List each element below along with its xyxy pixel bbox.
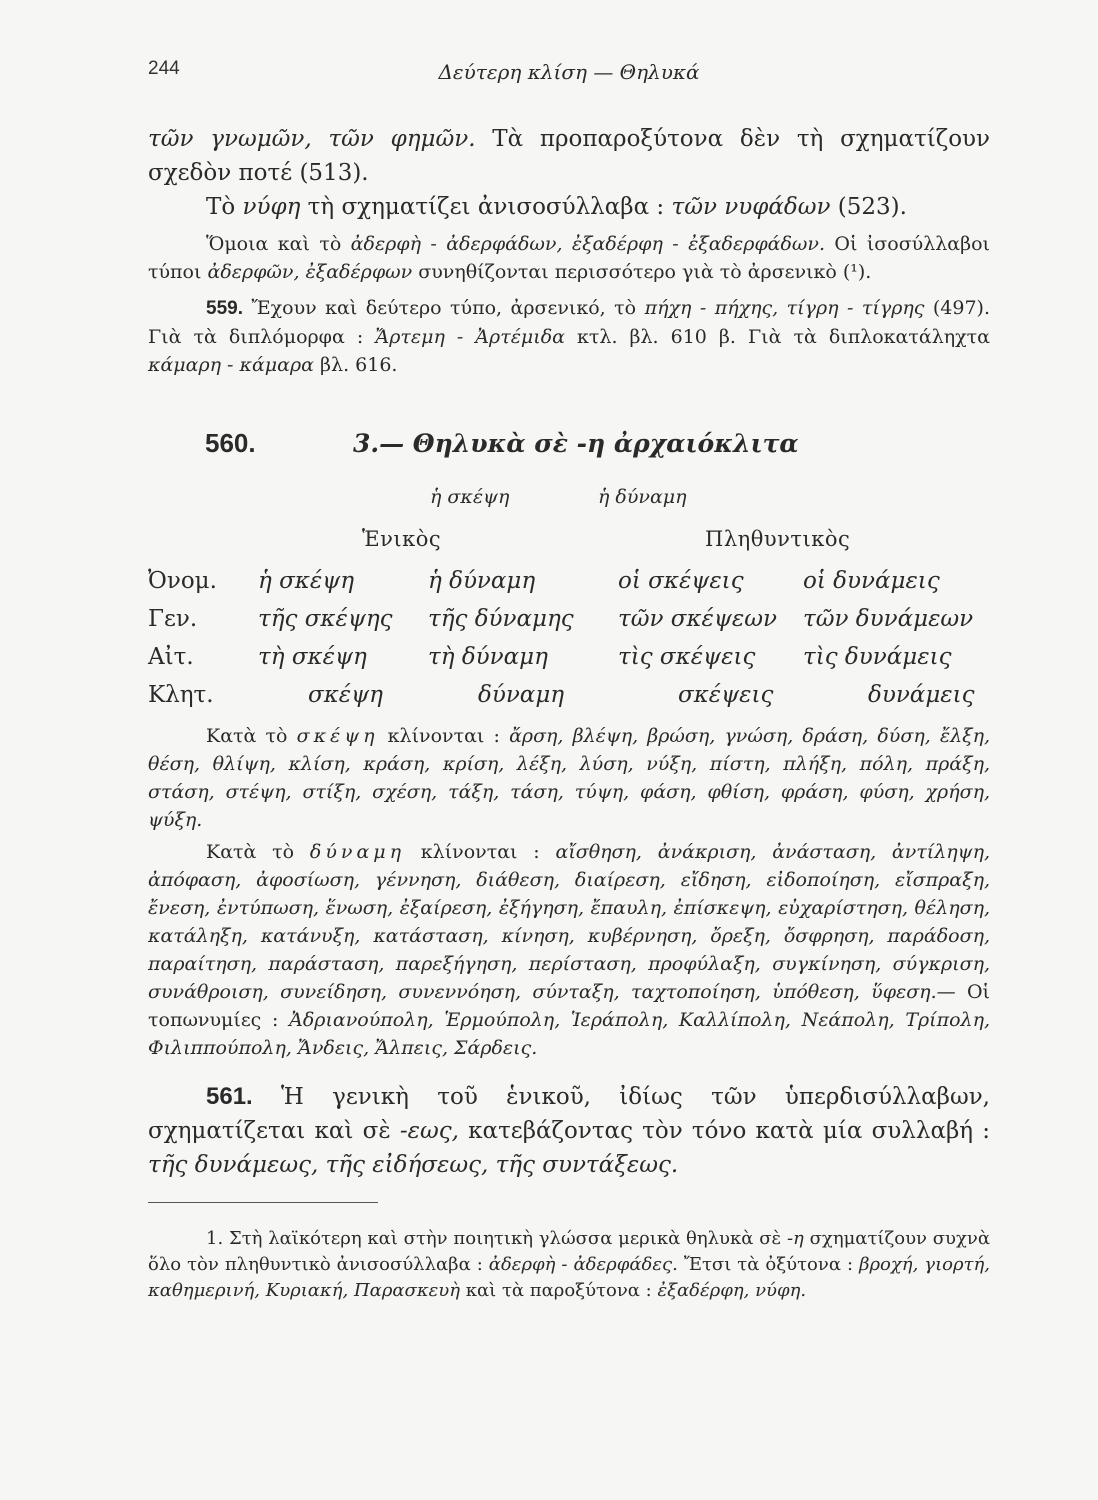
italic-phrase: βροχή, γιορτή, καθημερινή, Κυριακή, Παρασκευὴ <box>148 1254 991 1301</box>
italic-phrase: ἀδερφὴ - ἀδερφάδων, ἐξαδέρφη - ἐξαδερφάδων. <box>350 233 826 255</box>
singular-header: Ἑνικὸς <box>362 527 442 551</box>
table-cell: τῆς δύναμης <box>428 606 574 632</box>
table-cell: τῆς σκέψης <box>258 606 393 632</box>
paragraph-text: κτλ. βλ. 610 β. Γιὰ τὰ διπλοκατάληχτα <box>564 326 990 348</box>
page-number: 244 <box>148 58 180 79</box>
paragraph-text: 1. Στὴ λαϊκότερη καὶ στὴν ποιητικὴ γλώσσα μερικὰ θηλυκὰ σὲ <box>206 1228 787 1249</box>
italic-phrase: Ἄρτεμη - Ἀρτέμιδα <box>375 326 565 348</box>
spaced-model-word: δύναμη <box>309 841 406 863</box>
paragraph-omoia <box>148 230 990 286</box>
section-title: 3.— Θηλυκὰ σὲ -η ἀρχαιόκλιτα <box>353 429 799 458</box>
paragraph-text: καὶ τὰ παροξύτονα : <box>460 1280 658 1301</box>
table-row <box>148 682 990 720</box>
paragraph-text: Κατὰ τὸ <box>206 725 297 747</box>
footnote-text <box>148 1226 990 1304</box>
italic-phrase: κάμαρη - κάμαρα <box>148 354 314 376</box>
paragraph-text: (523). <box>830 194 907 220</box>
paragraph-continuation <box>148 122 990 190</box>
paragraph-text: Οἱ ἰσοσύλλαβοι τύποι <box>148 233 991 283</box>
case-label: Αἰτ. <box>148 644 194 670</box>
table-cell: τῶν δυνάμεων <box>803 606 974 632</box>
section-561 <box>148 1080 990 1182</box>
declension-table <box>148 568 990 720</box>
example-word-2: ἡ δύναμη <box>598 486 687 508</box>
table-cell: οἱ δυνάμεις <box>803 568 940 594</box>
section-number: 559. <box>206 298 243 319</box>
paragraph-nyfi <box>148 190 990 224</box>
paragraph-text: (497). Γιὰ τὰ διπλόμορφα : <box>148 297 990 348</box>
paragraph-text: Ἔτσι τὰ ὀξύτονα : <box>677 1254 860 1275</box>
section-number: 560. <box>205 428 256 458</box>
table-cell: δύναμη <box>478 682 565 708</box>
footnote-divider <box>148 1202 378 1203</box>
case-label: Γεν. <box>148 606 198 632</box>
italic-phrase: ἀδερφὴ - ἀδερφάδες. <box>488 1254 678 1275</box>
paragraph-text: Ἔχουν καὶ δεύτερο τύπο, ἀρσενικό, τὸ <box>242 297 645 319</box>
paragraph-text: συνηθίζονται περισσότερο γιὰ τὸ ἀρσενικὸ (¹). <box>412 261 872 283</box>
section-559 <box>148 294 990 379</box>
word-list: ἄρση, βλέψη, βρώση, γνώση, δράση, δύση, ἔλξη, θέση, θλίψη, κλίση, κράση, κρίση, λέξη, λύση, νύξη, πίστη, πλήξη, πόλη, πράξη, στάση, στέψη, στίξη, σχέση, τάξη, τάση, τύψη, φάση, φθίση, φράση, φύση, χρήση, ψύξη. <box>148 725 991 831</box>
table-cell: τὴ δύναμη <box>428 644 548 670</box>
italic-phrase: πήχη - πήχης, τίγρη - τίγρης <box>644 297 925 319</box>
table-cell: σκέψεις <box>678 682 774 708</box>
italic-ending: -η <box>786 1228 804 1249</box>
toponym-list: Ἀδριανούπολη, Ἑρμούπολη, Ἱεράπολη, Καλλίπολη, Νεάπολη, Τρίπολη, Φιλιππούπολη, Ἄνδεις, Ἄλπεις, Σάρδεις. <box>148 1009 990 1059</box>
paragraph-text: Κατὰ τὸ <box>206 841 310 863</box>
table-row <box>148 606 990 644</box>
table-cell: δυνάμεις <box>868 682 975 708</box>
running-title: Δεύτερη κλίση — Θηλυκά <box>438 60 700 84</box>
table-cell: οἱ σκέψεις <box>618 568 744 594</box>
example-word-1: ἡ σκέψη <box>430 486 510 508</box>
table-row <box>148 644 990 682</box>
table-cell: τὶς σκέψεις <box>618 644 756 670</box>
italic-phrase: τῆς δυνάμεως, τῆς εἰδήσεως, τῆς συντάξεως. <box>148 1152 679 1178</box>
paragraph-text: τὴ σχηματίζει ἀνισοσύλλαβα : <box>300 194 672 220</box>
italic-phrase: ἐξαδέρφη, νύφη. <box>657 1280 807 1301</box>
table-row <box>148 568 990 606</box>
table-cell: τῶν σκέψεων <box>618 606 778 632</box>
word-list: αἴσθηση, ἀνάκριση, ἀνάσταση, ἀντίληψη, ἀπόφαση, ἀφοσίωση, γέννηση, διάθεση, διαίρεση, εἴδηση, εἰδοποίηση, εἴσπραξη, ἔνεση, ἐντύπωση, ἕνωση, ἐξαίρεση, ἐξήγηση, ἔπαυλη, ἐπίσκεψη, εὐχαρίστηση, θέληση, κατάληξη, κατάνυξη, κατάσταση, κίνηση, κυβέρνηση, ὄρεξη, ὄσφρηση, παράδοση, παραίτηση, παράσταση, παρεξήγηση, περίσταση, προφύλαξη, συγκίνηση, σύγκριση, συνάθροιση, συνείδηση, συνεννόηση, σύνταξη, ταχτοποίηση, ὑπόθεση, ὕφεση. <box>148 841 990 1003</box>
plural-header: Πληθυντικὸς <box>705 527 851 551</box>
table-cell: ἡ δύναμη <box>428 568 536 594</box>
paragraph-text: κλίνονται : <box>405 841 556 863</box>
section-number: 561. <box>206 1083 253 1110</box>
paragraph-text: — Οἱ τοπωνυμίες : <box>148 981 990 1031</box>
intro-block <box>148 122 990 379</box>
table-cell: σκέψη <box>308 682 383 708</box>
table-cell: ἡ σκέψη <box>258 568 355 594</box>
paragraph-text: κατεβάζοντας τὸν τόνο κατὰ μία συλλαβή : <box>458 1118 991 1144</box>
paragraph-text: βλ. 616. <box>314 354 398 376</box>
paragraph-text: Τὸ <box>206 194 243 220</box>
paragraph-text: Ἡ γενικὴ τοῦ ἑνικοῦ, ἰδίως τῶν ὑπερδισύλλαβων, σχηματίζεται καὶ σὲ <box>148 1084 990 1144</box>
skepsi-list <box>148 722 990 834</box>
lists-block <box>148 722 990 1062</box>
dynami-list <box>148 838 990 1062</box>
italic-word: νύφη <box>242 194 301 220</box>
table-cell: τὴ σκέψη <box>258 644 367 670</box>
table-cell: τὶς δυνάμεις <box>803 644 952 670</box>
italic-phrase: τῶν γνωμῶν, τῶν φημῶν. <box>148 126 476 152</box>
case-label: Ὀνομ. <box>148 568 217 594</box>
spaced-model-word: σκέψη <box>296 725 379 747</box>
paragraph-text: Ὅμοια καὶ τὸ <box>206 233 351 255</box>
paragraph-text: Τὰ προπαροξύτονα δὲν τὴ σχηματίζουν σχεδὸν ποτέ (513). <box>148 126 990 186</box>
paragraph-text: σχηματίζουν συχνὰ ὅλο τὸν πληθυντικὸ ἀνισοσύλλαβα : <box>148 1228 990 1275</box>
case-label: Κλητ. <box>148 682 214 708</box>
italic-phrase: ἀδερφῶν, ἐξαδέρφων <box>207 261 413 283</box>
footnote <box>148 1226 990 1304</box>
italic-phrase: τῶν νυφάδων <box>671 194 831 220</box>
section-561-text <box>148 1080 990 1182</box>
italic-ending: -εως, <box>399 1118 459 1144</box>
paragraph-text: κλίνονται : <box>378 725 510 747</box>
section-560-heading <box>205 428 1005 459</box>
